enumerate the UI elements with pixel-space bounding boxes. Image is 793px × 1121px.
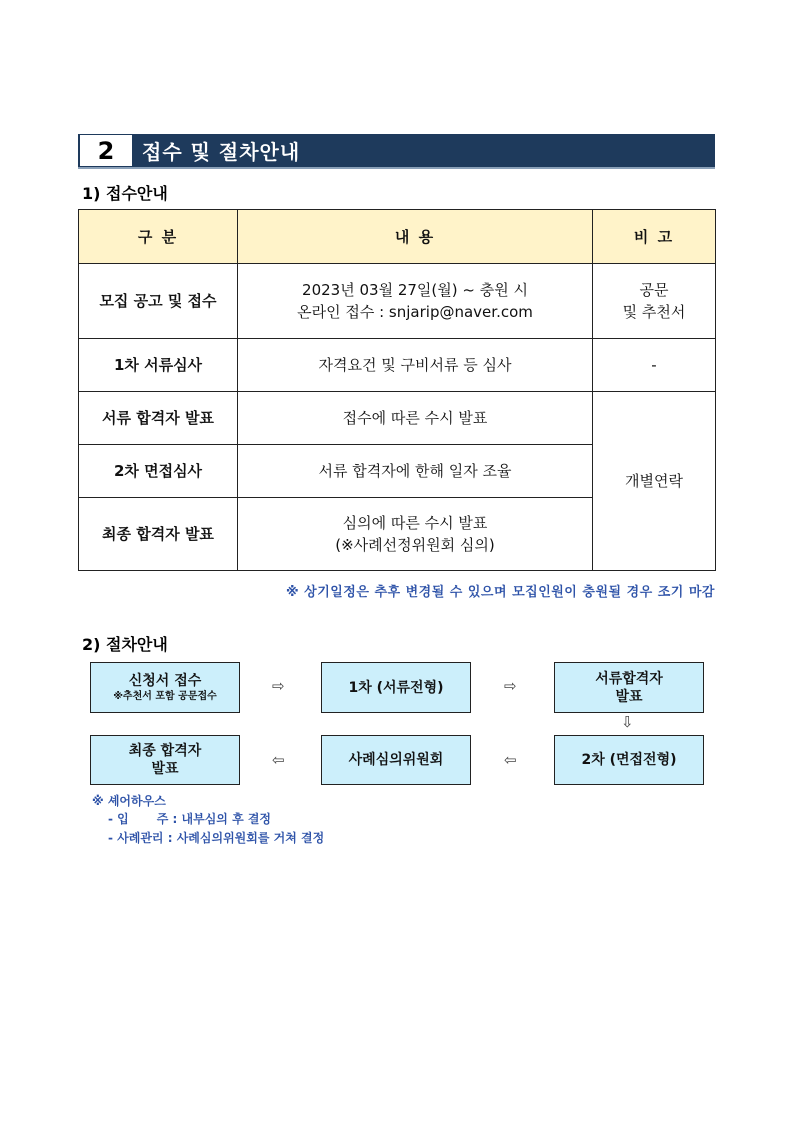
section-number: 2 (80, 135, 132, 166)
row-content: 자격요건 및 구비서류 등 심사 (238, 339, 593, 392)
arrow-right-icon: ⇨ (272, 677, 285, 695)
subsection-title-procedure: 2) 절차안내 (82, 635, 168, 654)
table-row (79, 264, 716, 339)
flow-step-application (90, 662, 240, 713)
footnote-item-move-in (108, 810, 271, 827)
footnote-text: : 사례심의위원회를 거쳐 결정 (167, 831, 325, 845)
row-label: 서류 합격자 발표 (79, 392, 238, 445)
note-line: 및 추천서 (622, 303, 686, 321)
footnote-label: - 사례관리 (108, 831, 164, 845)
note-line: 공문 (639, 281, 669, 299)
table-header-content: 내 용 (238, 210, 593, 264)
flow-step-label: 최종 합격자 (128, 743, 202, 759)
row-label: 최종 합격자 발표 (79, 498, 238, 571)
flow-step-label: 발표 (151, 761, 179, 777)
content-line: (※사례선정위원회 심의) (335, 536, 495, 554)
flow-step-document-screening (321, 662, 471, 713)
footnote-label: 주 (156, 812, 169, 826)
subsection-title-application: 1) 접수안내 (82, 184, 168, 203)
flow-step-label: 서류합격자 (595, 670, 663, 687)
section-title: 접수 및 절차안내 (142, 140, 301, 164)
arrow-left-icon: ⇦ (504, 751, 517, 769)
flow-step-interview (554, 735, 704, 785)
footnote-text: : 내부심의 후 결정 (172, 812, 272, 826)
row-note: - (593, 339, 716, 392)
flow-step-document-result (554, 662, 704, 713)
table-header-category: 구 분 (79, 210, 238, 264)
flow-step-label: 사례심의위원회 (348, 752, 444, 768)
footnote-label: - 입 (108, 812, 129, 826)
flow-step-label: 신청서 접수 (128, 673, 202, 689)
arrow-down-icon: ⇩ (621, 713, 634, 731)
arrow-left-icon: ⇦ (272, 751, 285, 769)
content-line: 온라인 접수 : snjarip@naver.com (297, 303, 533, 321)
flow-step-label: 2차 (면접전형) (581, 752, 677, 768)
content-line: 심의에 따른 수시 발표 (342, 514, 488, 532)
row-content (238, 498, 593, 571)
flow-step-final-result (90, 735, 240, 785)
row-label: 1차 서류심사 (79, 339, 238, 392)
row-content: 서류 합격자에 한해 일자 조율 (238, 445, 593, 498)
content-line: 2023년 03월 27일(월) ~ 충원 시 (302, 281, 528, 299)
row-label: 모집 공고 및 접수 (79, 264, 238, 339)
section-header (78, 134, 715, 169)
schedule-note: ※ 상기일정은 추후 변경될 수 있으며 모집인원이 충원될 경우 조기 마감 (285, 585, 715, 600)
table-row (79, 392, 716, 445)
table-row (79, 339, 716, 392)
flow-step-label: 발표 (615, 688, 643, 705)
row-content (238, 264, 593, 339)
flow-step-label: 1차 (서류전형) (348, 679, 444, 696)
footnote-title: ※ 셰어하우스 (92, 794, 166, 808)
table-header-note: 비 고 (593, 210, 716, 264)
flow-step-sublabel: ※추천서 포함 공문접수 (113, 691, 217, 702)
flow-step-case-committee (321, 735, 471, 785)
application-info-table (78, 209, 716, 571)
row-note (593, 264, 716, 339)
row-label: 2차 면접심사 (79, 445, 238, 498)
row-content: 접수에 따른 수시 발표 (238, 392, 593, 445)
footnote-item-case-management (108, 829, 324, 846)
merged-note: 개별연락 (593, 392, 716, 571)
arrow-right-icon: ⇨ (504, 677, 517, 695)
